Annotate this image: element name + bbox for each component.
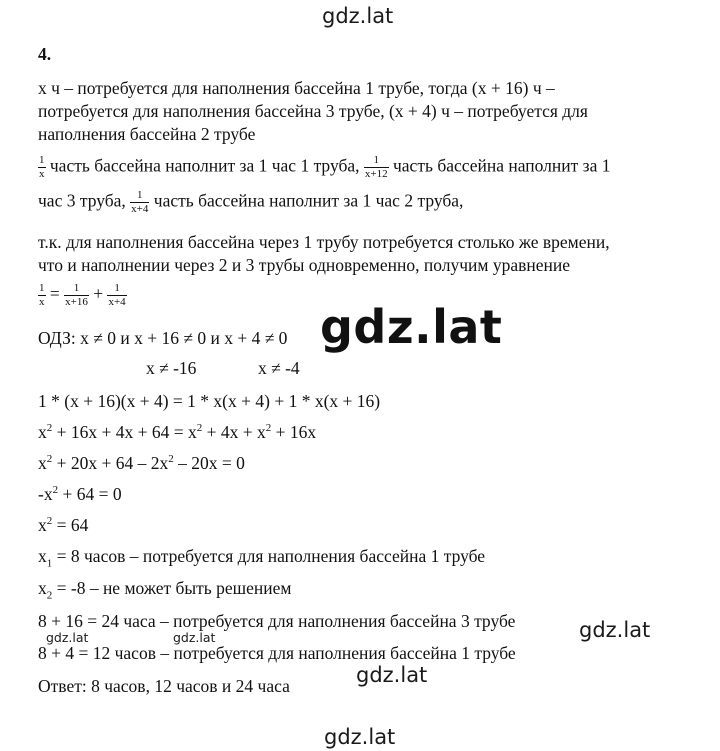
fraction: $\frac{1}{x}$ xyxy=(39,282,45,308)
step-line: 1 * (х + 16)(х + 4) = 1 * х(х + 4) + 1 * х(х + 16) xyxy=(38,391,381,411)
watermark-bottom: gdz.lat xyxy=(324,725,396,749)
step-line: 8 + 4 = 12 часов – потребуется для наполнения бассейна 1 трубе xyxy=(38,643,516,663)
fraction: $\frac{1}{x+4}$ xyxy=(131,189,149,215)
watermark-small-left: gdz.lat xyxy=(46,630,89,645)
step-line: $х^2 + 16х + 4х + 64 = х^2 + 4х + х^2 + 16х$ xyxy=(38,422,317,442)
odz-condition: х ≠ -16 xyxy=(146,358,197,378)
step-line: $х^2 + 20х + 64 - 2х^2 - 20х = 0$ xyxy=(38,453,245,473)
text-line: наполнения бассейна 2 трубе xyxy=(38,124,256,144)
step-line: $х^2 = 64$ xyxy=(38,515,89,535)
watermark-center: gdz.lat xyxy=(320,300,503,354)
step-line: $х_2 = -8$ – не может быть решением xyxy=(38,578,292,602)
watermark-top: gdz.lat xyxy=(322,4,394,28)
step-line: $-х^2 + 64 = 0$ xyxy=(38,484,122,504)
problem-number: 4. xyxy=(38,44,52,64)
watermark-right: gdz.lat xyxy=(579,618,651,642)
step-line: $х_1 = 8$ часов – потребуется для наполнения бассейна 1 трубе xyxy=(38,546,486,570)
fraction: $\frac{1}{x+4}$ xyxy=(108,282,126,308)
text-line: т.к. для наполнения бассейна через 1 трубу потребуется столько же времени, xyxy=(38,232,610,252)
odz-line: ОДЗ: х ≠ 0 и х + 16 ≠ 0 и х + 4 ≠ 0 xyxy=(38,328,288,348)
text-line: что и наполнении через 2 и 3 трубы одновременно, получим уравнение xyxy=(38,255,570,275)
text-line: х ч – потребуется для наполнения бассейна 1 трубе, тогда (х + 16) ч – xyxy=(38,78,555,98)
answer-line: Ответ: 8 часов, 12 часов и 24 часа xyxy=(38,676,290,696)
fraction: $\frac{1}{x}$ xyxy=(39,154,45,180)
watermark-small-mid: gdz.lat xyxy=(173,630,216,645)
fraction-paragraph-line: $\frac{1}{x}$ часть бассейна наполнит за 1 час 1 труба, $\frac{1}{x+12}$ часть бассейна наполнит за 1 xyxy=(39,154,611,180)
odz-condition: х ≠ -4 xyxy=(258,358,300,378)
fraction: $\frac{1}{x+16}$ xyxy=(65,282,88,308)
equation: $\frac{1}{x}$ = $\frac{1}{x+16}$ + $\frac{1}{x+4}$ xyxy=(39,282,126,308)
watermark-lower: gdz.lat xyxy=(356,663,428,687)
text-line: потребуется для наполнения бассейна 3 трубе, (х + 4) ч – потребуется для xyxy=(38,101,588,121)
fraction-paragraph-line: час 3 труба, $\frac{1}{x+4}$ часть бассейна наполнит за 1 час 2 труба, xyxy=(38,189,464,215)
step-line: 8 + 16 = 24 часа – потребуется для наполнения бассейна 3 трубе xyxy=(38,611,516,631)
fraction: $\frac{1}{x+12}$ xyxy=(364,154,388,180)
